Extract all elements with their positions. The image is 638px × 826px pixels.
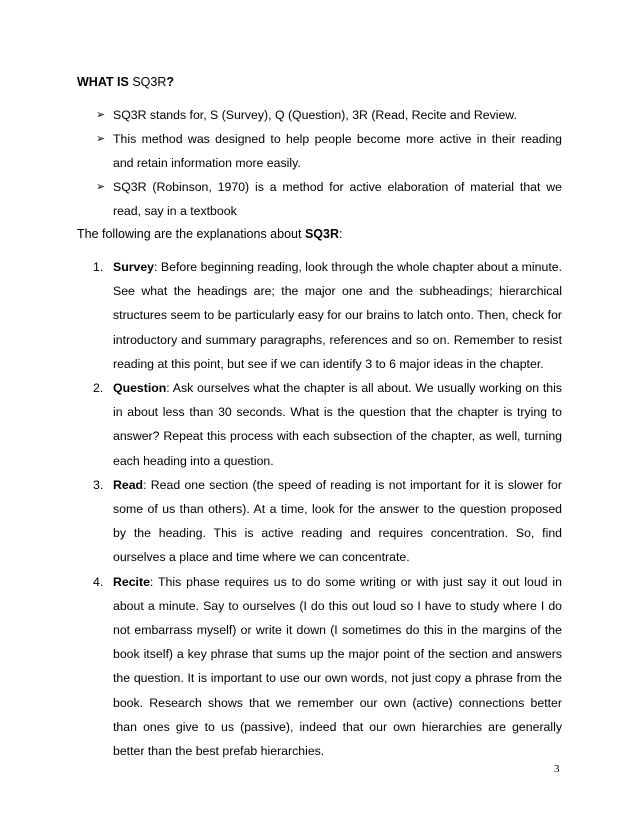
step-number: 1. [93,260,104,274]
intro-term: SQ3R [304,227,339,241]
step-text: : This phase requires us to do some writing or with just say it out loud in about a minute. Say to ourselves (I do this out loud so I have to study where I do not embarrass myself) or write it down (I sometimes do this in the margins of the book itself) a key phrase that sums up the major point of the section and answers the question. It is important to use our own words, not just copy a phrase from the book. Research shows that we remember our own (active) connections better than ones give to us (passive), indeed that our own hierarchies are generally better than the best prefab hierarchies. [113,574,562,759]
step-item-survey [93,255,562,376]
bullet-item [96,127,562,175]
step-item-read [93,473,562,570]
intro-lead: The following are the explanations about [77,227,305,241]
arrow-bullet-icon: ➢ [96,133,106,145]
step-text: : Read one section (the speed of reading is not important for it is slower for some of us than others). At a time, look for the answer to the question proposed by the heading. This is active reading and requires concentration. So, find ourselves a place and time where we can concentrate. [113,477,562,565]
step-item-question [93,376,562,473]
step-number: 2. [93,381,104,396]
numbered-step-list [93,255,562,763]
heading-question-mark: ? [166,75,174,89]
bullet-list [96,103,562,223]
step-item-recite [93,570,562,764]
bullet-item [96,103,562,127]
bullet-text: SQ3R stands for, S (Survey), Q (Question), 3R (Read, Recite and Review. [113,108,517,122]
intro-tail: : [338,227,343,241]
step-text: : Ask ourselves what the chapter is all about. We usually working on this in about less than 30 seconds. What is the question that the chapter is trying to answer? Repeat this process with each subsection of the chapter, as well, turning each heading into a question. [113,381,562,468]
arrow-bullet-icon: ➢ [96,109,106,121]
section-heading [77,74,174,90]
page-number: 3 [554,763,560,775]
heading-regular-part: SQ3R [128,75,167,89]
heading-bold-part: WHAT IS [77,75,129,89]
bullet-text: This method was designed to help people become more active in their reading and retain information more easily. [113,132,562,170]
step-number: 3. [93,477,104,492]
step-text: : Before beginning reading, look through the whole chapter about a minute. See what the headings are; the major one and the subheadings; hierarchical structures seem to be particularly easy for our brains to latch onto. Then, check for introductory and summary paragraphs, references and so on. Remember to resist reading at this point, but see if we can identify 3 to 6 major ideas in the chapter. [113,260,562,371]
step-term: Read [113,477,144,492]
step-term: Recite [113,574,150,589]
step-term: Question [113,381,167,396]
arrow-bullet-icon: ➢ [96,181,106,193]
intro-paragraph [77,226,342,242]
step-number: 4. [93,574,104,589]
bullet-text: SQ3R (Robinson, 1970) is a method for active elaboration of material that we read, say in a textbook [113,180,562,218]
bullet-item [96,175,562,223]
step-term: Survey [113,260,155,274]
